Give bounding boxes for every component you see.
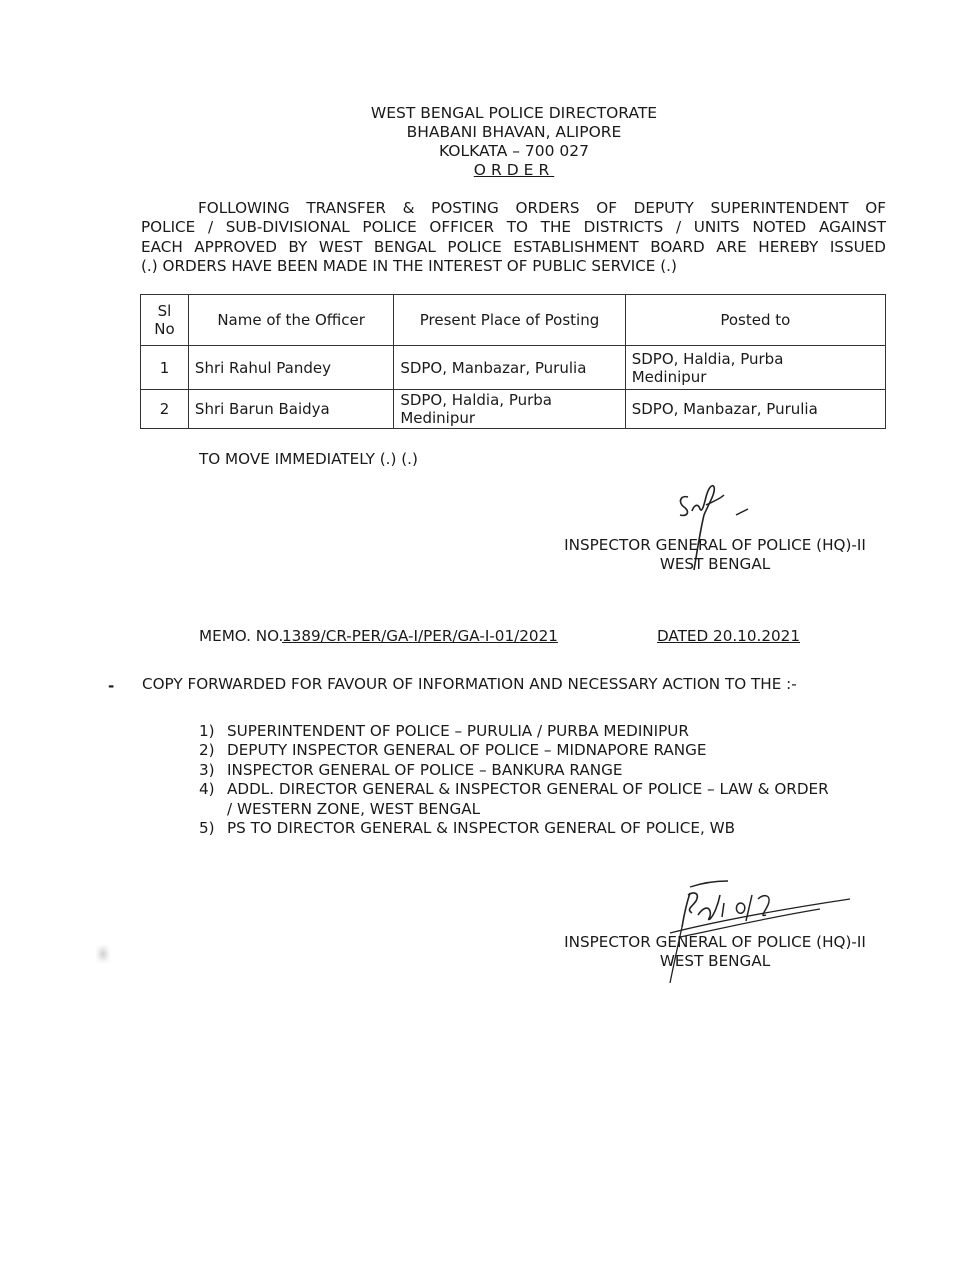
cell-text: SDPO, Haldia, Purba xyxy=(400,391,552,409)
recipient-list xyxy=(199,722,829,838)
cell-officer-name: Shri Barun Baidya xyxy=(188,390,393,429)
signatory-title: INSPECTOR GENERAL OF POLICE (HQ)-II xyxy=(564,536,866,554)
move-instruction: TO MOVE IMMEDIATELY (.) (.) xyxy=(199,450,418,468)
list-item-number: 3) xyxy=(199,760,215,779)
memo-date: DATED 20.10.2021 xyxy=(657,627,800,645)
address-line-1: BHABANI BHAVAN, ALIPORE xyxy=(406,123,622,141)
list-item xyxy=(199,761,829,780)
list-item xyxy=(199,780,829,819)
signature-1-block xyxy=(548,536,882,574)
cell-posted-to: SDPO, Manbazar, Purulia xyxy=(625,390,885,429)
list-item-number: 4) xyxy=(199,780,215,799)
list-item xyxy=(199,741,829,760)
document-header xyxy=(0,104,980,180)
scan-smudge xyxy=(96,945,110,963)
header-present-posting: Present Place of Posting xyxy=(394,295,625,346)
signatory-title: INSPECTOR GENERAL OF POLICE (HQ)-II xyxy=(564,933,866,951)
list-item-text: SUPERINTENDENT OF POLICE – PURULIA / PURBA MEDINIPUR xyxy=(227,722,689,740)
cell-sl-no: 2 xyxy=(141,390,189,429)
cell-present-posting: SDPO, Manbazar, Purulia xyxy=(394,346,625,390)
intro-line: FOLLOWING TRANSFER & POSTING ORDERS OF DEPUTY SUPERINTENDENT OF xyxy=(198,199,886,217)
table-header-row xyxy=(141,295,886,346)
table-row xyxy=(141,390,886,429)
list-item-number: 5) xyxy=(199,819,215,838)
intro-line: (.) ORDERS HAVE BEEN MADE IN THE INTEREST OF PUBLIC SERVICE (.) xyxy=(141,256,677,275)
cell-text: Medinipur xyxy=(631,367,707,386)
list-item-number: 2) xyxy=(199,741,215,760)
list-item-text: INSPECTOR GENERAL OF POLICE – BANKURA RANGE xyxy=(227,760,623,779)
copy-forward-text: COPY FORWARDED FOR FAVOUR OF INFORMATION AND NECESSARY ACTION TO THE :- xyxy=(142,675,797,693)
intro-line: POLICE / SUB-DIVISIONAL POLICE OFFICER TO THE DISTRICTS / UNITS NOTED AGAINST xyxy=(141,218,886,237)
header-sl-no xyxy=(141,295,189,346)
cell-officer-name: Shri Rahul Pandey xyxy=(188,346,393,390)
cell-text: SDPO, Haldia, Purba xyxy=(631,349,784,368)
bullet-dash: - xyxy=(108,677,115,695)
memo-label: MEMO. NO. xyxy=(199,627,284,645)
list-item-text: DEPUTY INSPECTOR GENERAL OF POLICE – MIDNAPORE RANGE xyxy=(227,741,707,760)
list-item-text: ADDL. DIRECTOR GENERAL & INSPECTOR GENERAL OF POLICE – LAW & ORDER xyxy=(227,780,829,799)
header-posted-to: Posted to xyxy=(625,295,885,346)
memo-number: 1389/CR-PER/GA-I/PER/GA-I-01/2021 xyxy=(282,627,558,645)
intro-line: EACH APPROVED BY WEST BENGAL POLICE ESTABLISHMENT BOARD ARE HEREBY ISSUED xyxy=(141,237,886,256)
address-line-2: KOLKATA – 700 027 xyxy=(438,142,589,160)
cell-posted-to xyxy=(625,346,885,390)
signatory-state: WEST BENGAL xyxy=(659,555,771,573)
header-sl-text: Sl xyxy=(157,302,172,320)
header-officer-name: Name of the Officer xyxy=(188,295,393,346)
list-item-number: 1) xyxy=(199,722,215,740)
list-item xyxy=(199,819,829,838)
order-title: ORDER xyxy=(473,161,555,179)
signatory-state: WEST BENGAL xyxy=(659,952,771,970)
signature-2-block xyxy=(548,933,882,971)
cell-text: Medinipur xyxy=(400,409,476,427)
list-item-continuation: / WESTERN ZONE, WEST BENGAL xyxy=(227,799,481,818)
cell-sl-no: 1 xyxy=(141,346,189,390)
list-item-text: PS TO DIRECTOR GENERAL & INSPECTOR GENERAL OF POLICE, WB xyxy=(227,819,736,838)
org-name: WEST BENGAL POLICE DIRECTORATE xyxy=(370,104,658,122)
header-no-text: No xyxy=(154,320,175,338)
list-item xyxy=(199,722,829,741)
cell-present-posting xyxy=(394,390,625,429)
table-row xyxy=(141,346,886,390)
intro-paragraph xyxy=(141,199,886,276)
transfer-table xyxy=(140,294,886,429)
